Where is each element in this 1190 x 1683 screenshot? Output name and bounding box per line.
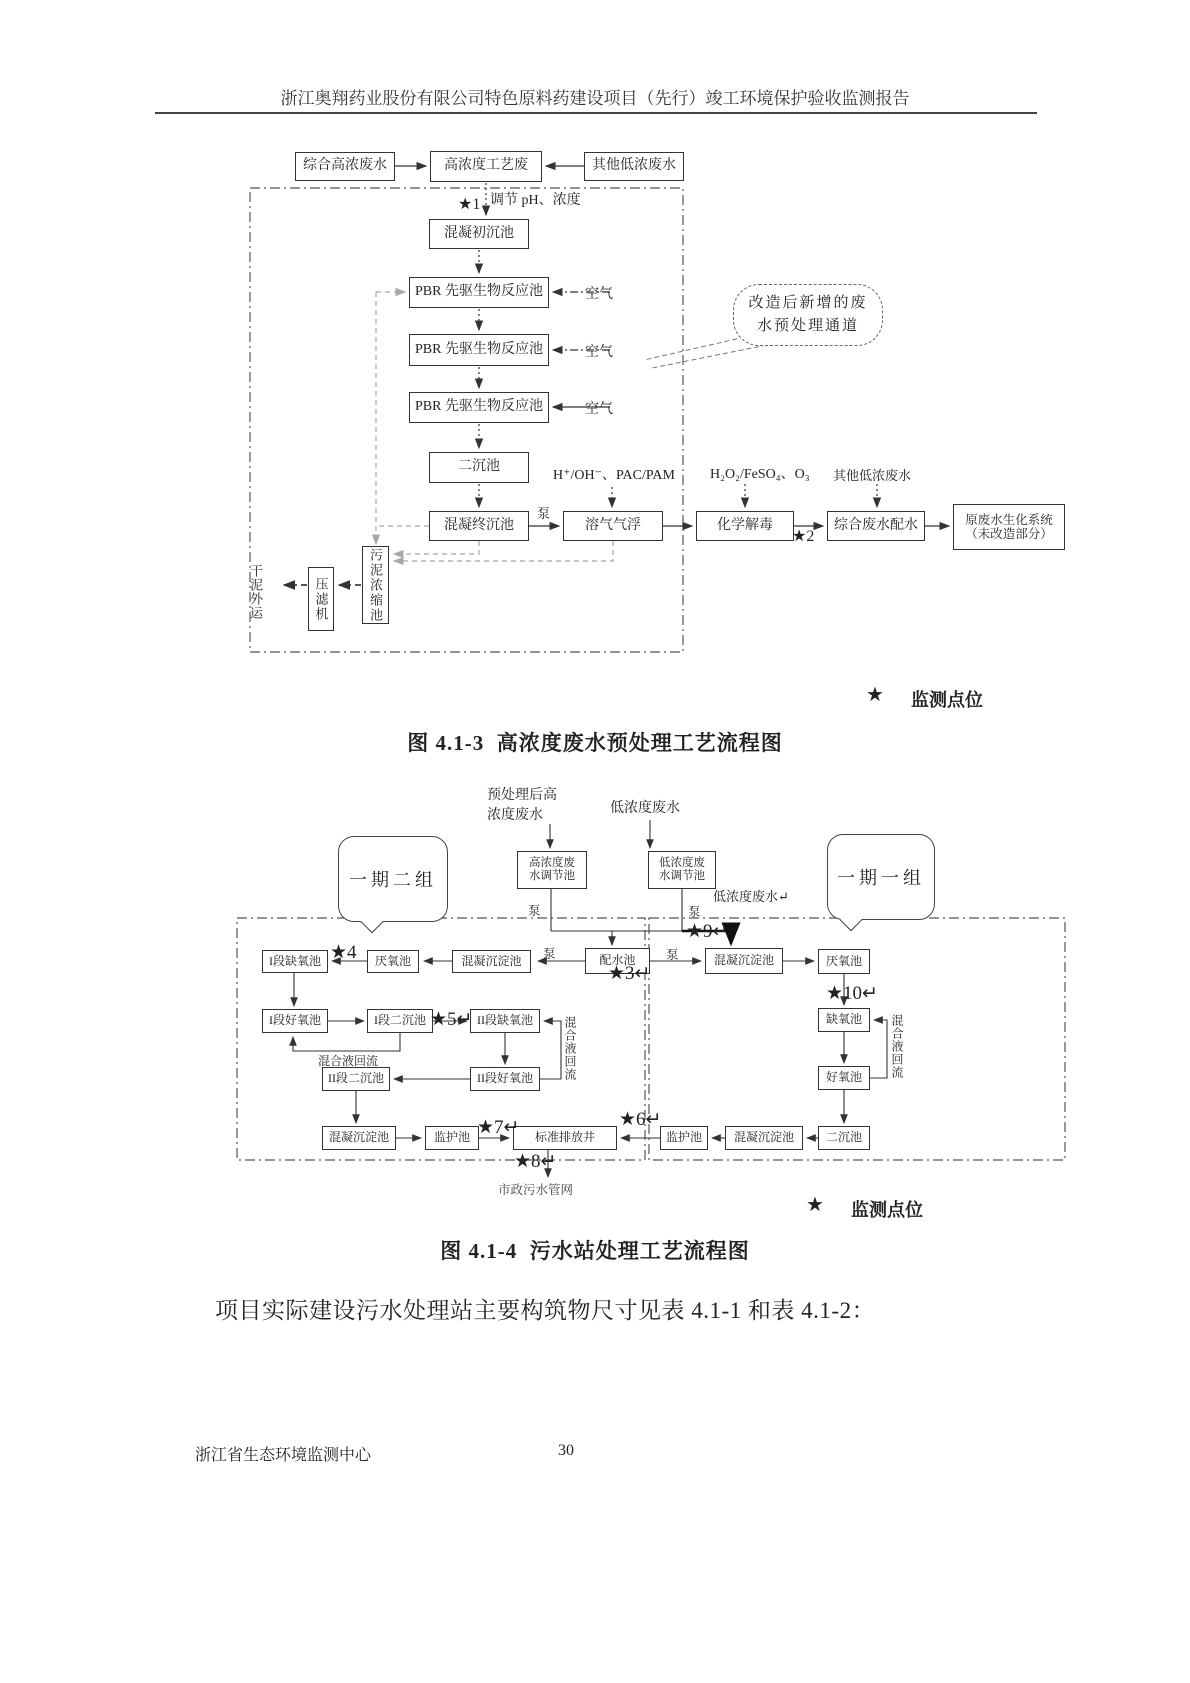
node-other-low-conc-wastewater-top: 其他低浓废水 [584,152,684,181]
legend2-star-icon: ★ [806,1194,824,1216]
label-pump-border-left: 泵 [528,904,541,918]
callout-new-pretreatment-channel [733,284,883,346]
body-paragraph: 项目实际建设污水处理站主要构筑物尺寸见表 4.1-1 和表 4.1-2： [215,1298,876,1323]
node-sludge-thickening-tank: 污泥浓缩池 [362,546,389,624]
node-chemical-detoxification: 化学解毒 [696,511,794,541]
node-pbr-reactor-3: PBR 先驱生物反应池 [409,392,549,423]
node-pbr-reactor-2: PBR 先驱生物反应池 [409,334,549,366]
monitoring-point-10: ★10↵ [826,983,878,1004]
legend1-star-icon: ★ [866,684,884,706]
feed-low-conc-label: 低浓度废水 [610,801,680,816]
tank1-line1: 高浓度废 [529,856,575,869]
node-filter-press: 压滤机 [308,567,334,631]
monitoring-point-4: ★4 [330,942,357,963]
label-mixed-liquor-return-h: 混合液回流 [318,1054,379,1068]
monitoring-point-8: ★8↵ [514,1151,557,1172]
node-right-monitoring-tank: 监护池 [660,1126,708,1150]
label-air-2: 空气 [585,345,613,360]
callout-line1: 改造后新增的废 [748,294,868,311]
node-secondary-sedimentation: 二沉池 [429,452,529,483]
node-left-coagulation-sedimentation-1: 混凝沉淀池 [452,950,531,973]
label-mixed-liquor-return-left: 混合液回流 [563,1016,577,1081]
node-stage1-secondary-sedimentation: I段二沉池 [367,1009,433,1033]
label-pump-d1: 泵 [537,506,551,521]
node-right-anoxic: 缺氧池 [818,1008,870,1032]
node-right-coagulation-sedimentation-1: 混凝沉淀池 [705,948,783,974]
node-stage2-secondary-sedimentation: II段二沉池 [322,1067,390,1091]
legend1-label: 监测点位 [911,690,983,710]
monitoring-point-2: ★2 [792,528,815,545]
figure-caption-4-1-3: 图 4.1-3 高浓度废水预处理工艺流程图 [407,731,783,755]
label-pump-right: 泵 [666,948,679,962]
monitoring-point-6: ★6↵ [619,1109,662,1130]
node-coagulation-primary-tank: 混凝初沉池 [429,219,529,249]
label-air-3: 空气 [585,402,613,417]
feed-high-line2: 浓度废水 [487,807,543,823]
footer-page-number: 30 [558,1442,574,1459]
node-right-secondary-sedimentation: 二沉池 [818,1126,870,1150]
node-original-biochemical-system [953,504,1065,550]
node-low-conc-regulating-tank [648,851,716,889]
node-combined-high-conc-wastewater: 综合高浓废水 [295,152,395,181]
node-coagulation-final-tank: 混凝终沉池 [429,511,529,541]
tank1-line2: 水调节池 [529,870,575,882]
figure-caption-4-1-4: 图 4.1-4 污水站处理工艺流程图 [440,1239,750,1263]
node-left-anaerobic: 厌氧池 [367,950,419,973]
node-dissolved-air-flotation: 溶气气浮 [563,511,663,541]
node-combined-wastewater-distribution: 综合废水配水 [827,511,925,541]
node-stage1-anoxic: I段缺氧池 [262,950,328,973]
monitoring-point-7: ★7↵ [477,1117,520,1138]
node-left-monitoring-tank: 监护池 [425,1126,479,1150]
label-adjust-ph: 调节 pH、浓度 [490,193,581,208]
node-high-conc-process-waste: 高浓度工艺废 [430,151,542,182]
label-mixed-liquor-return-right: 混合液回流 [890,1014,904,1079]
node-distribution-tank: 配水池 [585,948,650,974]
node-right-aerobic: 好氧池 [818,1066,870,1090]
label-municipal-sewer: 市政污水管网 [498,1183,574,1197]
label-air-1: 空气 [585,287,613,302]
monitoring-point-1: ★1 [458,196,481,213]
label-pump-left: 泵 [543,947,556,961]
label-chem-pac-pam: H⁺/OH⁻、PAC/PAM [553,468,675,483]
label-chem-h2o2-feso4-o3: H₂O₂/FeSO₄、O₃ [710,467,810,482]
bubble-phase1-group2: 一期二组 [338,836,448,922]
node-left-coagulation-sedimentation-2: 混凝沉淀池 [322,1126,396,1150]
node-stage2-anoxic: II段缺氧池 [470,1009,540,1033]
node-right-anaerobic: 厌氧池 [818,949,870,974]
monitoring-point-3: ★3↵ [608,963,651,984]
legend2-label: 监测点位 [851,1200,923,1220]
callout-line2: 水预处理通道 [756,318,859,334]
label-low-conc-mid: 低浓度废水↵ [713,889,789,904]
page-header-title: 浙江奥翔药业股份有限公司特色原料药建设项目（先行）竣工环境保护验收监测报告 [280,89,910,108]
bubble-phase1-group1: 一期一组 [827,834,935,920]
node-pbr-reactor-1: PBR 先驱生物反应池 [409,277,549,308]
node-right-coagulation-sedimentation-2: 混凝沉淀池 [725,1126,803,1150]
monitoring-point-5: ★5↵ [430,1009,473,1030]
node-standard-discharge-well: 标准排放井 [513,1126,617,1150]
node-stage2-aerobic: II段好氧池 [470,1067,540,1091]
feed-high-line1: 预处理后高 [487,788,557,803]
node-original-biochemical-line2: （未改造部分） [965,527,1053,541]
label-other-low-conc-mid: 其他低浓废水 [833,468,912,483]
feed-high-conc-label [487,786,557,825]
label-pump-border-right: 泵 [688,905,701,919]
footer-organization: 浙江省生态环境监测中心 [195,1447,372,1464]
tank2-line2: 水调节池 [659,870,705,882]
monitoring-point-9: ★9↵ [686,921,729,942]
node-high-conc-regulating-tank [517,851,587,889]
node-stage1-aerobic: I段好氧池 [262,1009,328,1033]
tank2-line1: 低浓度废 [659,856,705,869]
node-original-biochemical-line1: 原废水生化系统 [965,512,1053,527]
label-dry-sludge-transport: 干泥外运 [248,564,263,620]
